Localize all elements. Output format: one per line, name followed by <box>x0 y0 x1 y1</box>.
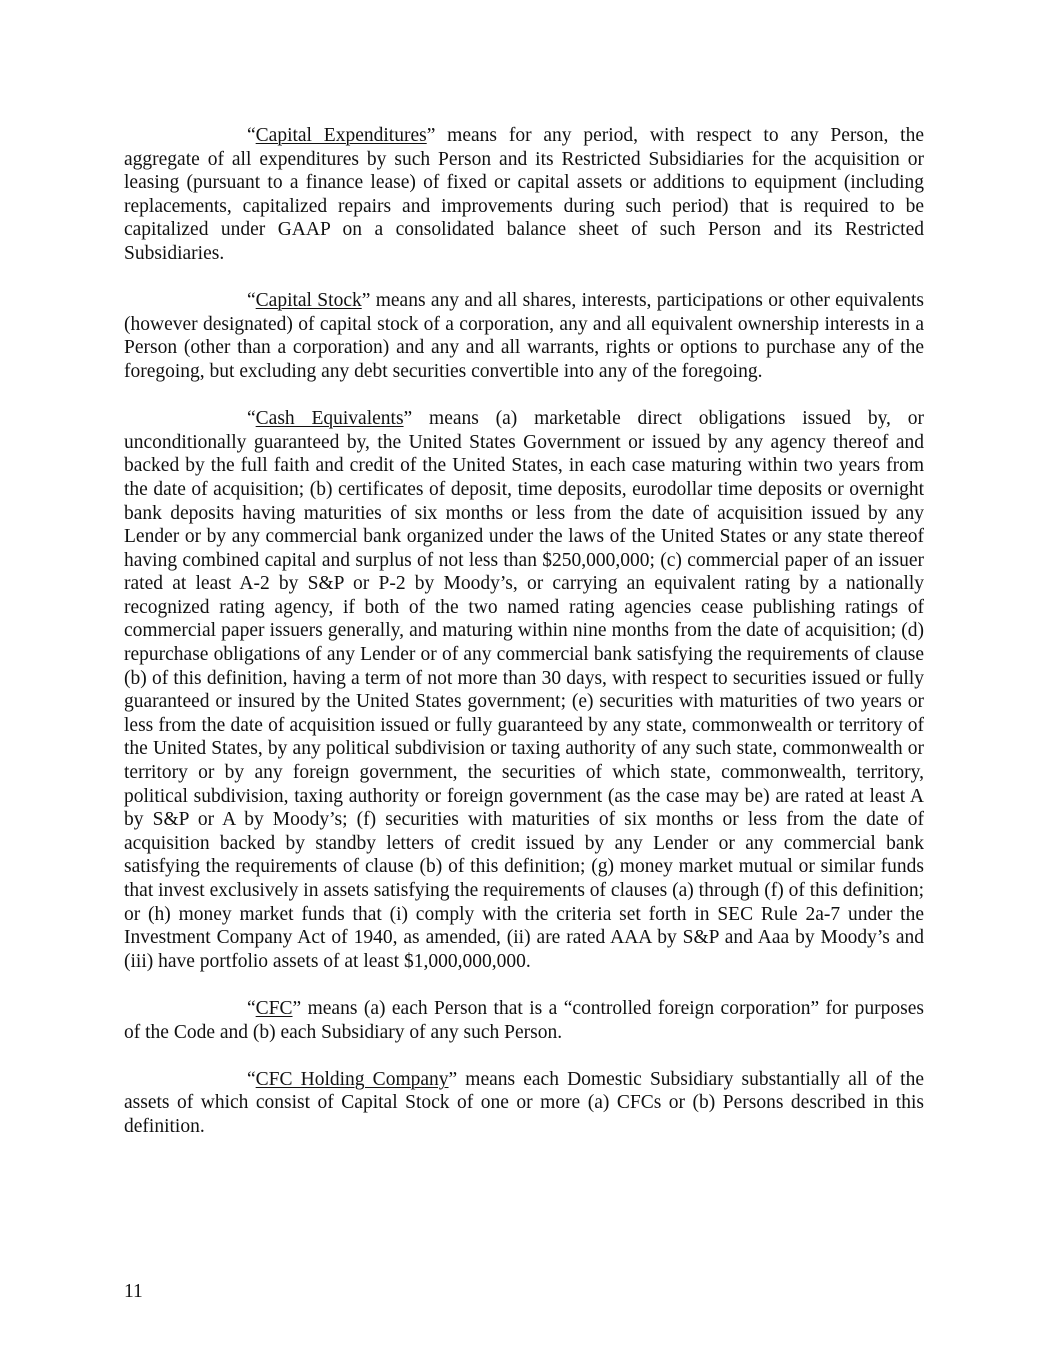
open-quote: “ <box>247 290 256 312</box>
close-quote: ” <box>403 408 413 430</box>
definition-capital-stock <box>124 289 924 383</box>
definition-text: means each Domestic Subsidiary substantially all of the assets of which consist of Capital Stock of one or more (a) CFCs or (b) Persons described in this definition. <box>124 1068 924 1137</box>
page-number: 11 <box>124 1281 143 1302</box>
close-quote: ” <box>448 1068 458 1090</box>
definition-text: means (a) marketable direct obligations issued by, or unconditionally guaranteed by, the United States Government or issued by any agency thereof and backed by the full faith and credit of the United States, in each case maturing within two years from the date of acquisition; (b) certificates of deposit, time deposits, eurodollar time deposits or overnight bank deposits having maturities of six months or less from the date of acquisition issued by any Lender or by any commercial bank organized under the laws of the United States or any state thereof having combined capital and surplus of not less than $250,000,000; (c) commercial paper of an issuer rated at least A-2 by S&P or P-2 by Moody’s, or carrying an equivalent rating by a nationally recognized rating agency, if both of the two named rating agencies cease publishing ratings of commercial paper issuers generally, and maturing within nine months from the date of acquisition; (d) repurchase obligations of any Lender or of any commercial bank satisfying the requirements of clause (b) of this definition, having a term of not more than 30 days, with respect to securities issued or fully guaranteed or insured by the United States government; (e) securities with maturities of two years or less from the date of acquisition issued or fully guaranteed by any state, commonwealth or territory of the United States, by any political subdivision or taxing authority of any such state, commonwealth or territory or by any foreign government, the securities of which state, commonwealth, territory, political subdivision, taxing authority or foreign government (as the case may be) are rated at least A by S&P or A by Moody’s; (f) securities with maturities of six months or less from the date of acquisition backed by standby letters of credit issued by any Lender or any commercial bank satisfying the requirements of clause (b) of this definition; (g) money market mutual or similar funds that invest exclusively in assets satisfying the requirements of clauses (a) through (f) of this definition; or (h) money market funds that (i) comply with the criteria set forth in SEC Rule 2a-7 under the Investment Company Act of 1940, as amended, (ii) are rated AAA by S&P and Aaa by Moody’s and (iii) have portfolio assets of at least $1,000,000,000. <box>124 408 924 972</box>
defined-term: Capital Stock <box>255 290 362 312</box>
defined-term: CFC Holding Company <box>255 1068 449 1090</box>
definition-cash-equivalents <box>124 407 924 973</box>
close-quote: ” <box>361 290 371 312</box>
defined-term: Capital Expenditures <box>255 125 427 146</box>
definitions-section <box>124 124 924 1162</box>
close-quote: ” <box>426 125 436 146</box>
definition-text: means any and all shares, interests, participations or other equivalents (however designated) of capital stock of a corporation, any and all equivalent ownership interests in a Person (other than a corporation) and any and all warrants, rights or options to purchase any of the foregoing, but excluding any debt securities convertible into any of the foregoing. <box>124 290 924 382</box>
definition-text: means (a) each Person that is a “controlled foreign corporation” for purposes of the Code and (b) each Subsidiary of any such Person. <box>124 997 924 1043</box>
close-quote: ” <box>292 997 302 1019</box>
definition-text: means for any period, with respect to any Person, the aggregate of all expenditures by such Person and its Restricted Subsidiaries for the acquisition or leasing (pursuant to a finance lease) of fixed or capital assets or additions to equipment (including replacements, capitalized repairs and improvements during such period) that is required to be capitalized under GAAP on a consolidated balance sheet of such Person and its Restricted Subsidiaries. <box>124 125 924 264</box>
open-quote: “ <box>247 997 256 1019</box>
defined-term: Cash Equivalents <box>255 408 404 430</box>
open-quote: “ <box>247 125 256 146</box>
open-quote: “ <box>247 1068 256 1090</box>
open-quote: “ <box>247 408 256 430</box>
definition-capital-expenditures <box>124 124 924 266</box>
defined-term: CFC <box>255 997 293 1019</box>
definition-cfc-holding-company <box>124 1068 924 1139</box>
definition-cfc <box>124 997 924 1044</box>
